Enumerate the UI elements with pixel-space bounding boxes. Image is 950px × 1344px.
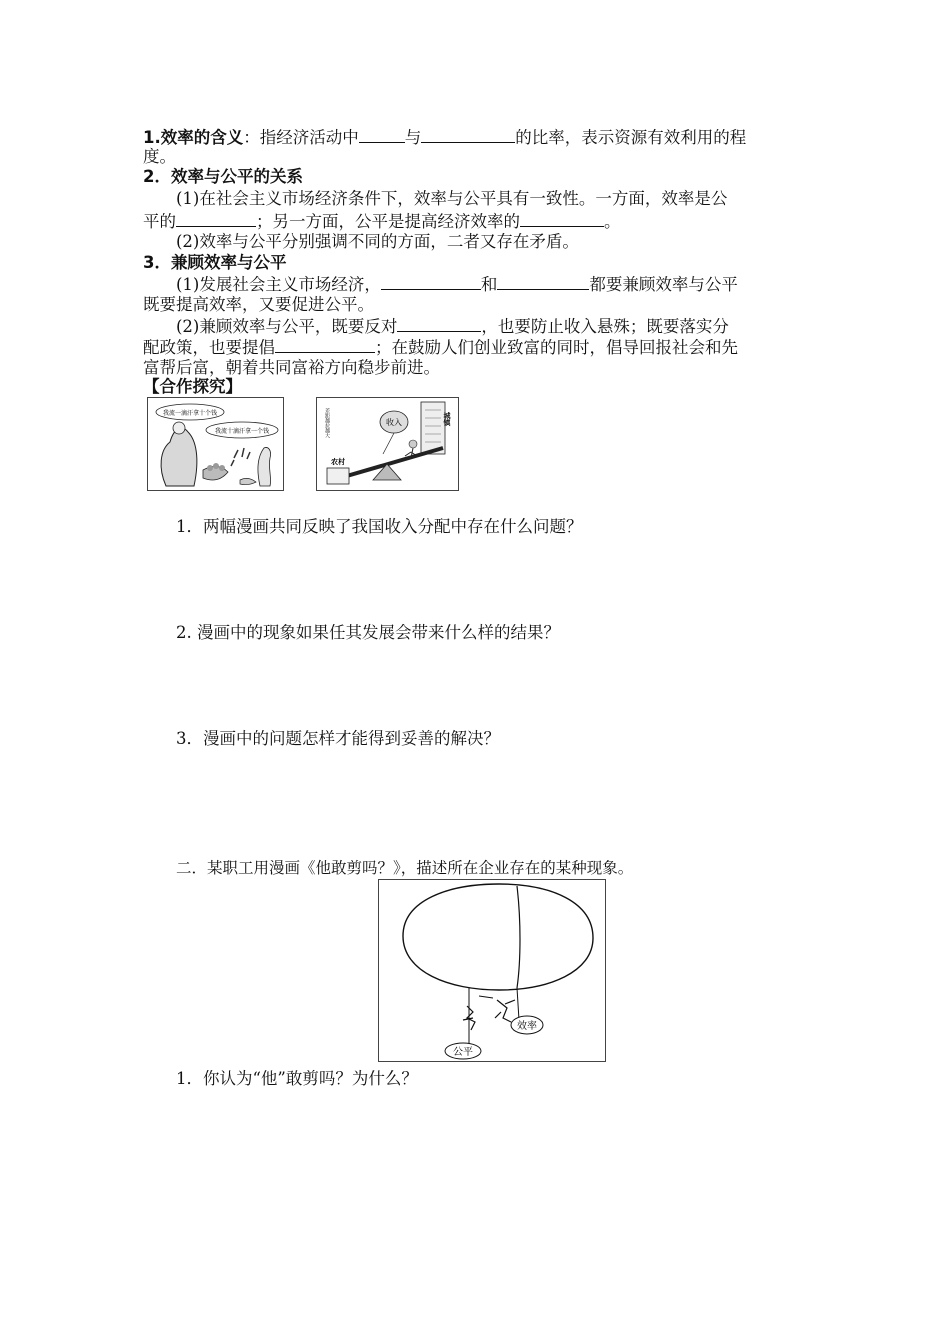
cartoon-balloon-illustration [379, 880, 605, 1061]
question-part2-1: 1．你认为“他”敢剪吗？为什么？ [176, 1069, 418, 1088]
paragraph-balance-2: (2)兼顾效率与公平，既要反对 ，也要防止收入悬殊；既要落实分 [176, 317, 729, 336]
cartoon-sweat-income [147, 397, 284, 491]
heading-balance: 3．兼顾效率与公平 [143, 253, 287, 272]
question-coop-1: 1．两幅漫画共同反映了我国收入分配中存在什么问题？ [176, 517, 583, 536]
speech-bubble-2: 我流十滴汗拿一个钱 [214, 428, 270, 435]
side-caption: 差距越拉越大 [324, 408, 330, 438]
fill-blank[interactable] [381, 273, 481, 290]
fill-blank[interactable] [176, 210, 256, 227]
paragraph-efficiency-meaning: 1.效率的含义：指经济活动中 与 的比率，表示资源有效利用的程 [143, 128, 747, 147]
label-town: 城镇 [443, 412, 451, 426]
heading-cooperative-inquiry: 【合作探究】 [143, 377, 242, 396]
heading-relation: 2．效率与公平的关系 [143, 167, 303, 186]
paragraph-continuation: 度。 [143, 147, 176, 166]
cartoon-urban-rural-gap [316, 397, 459, 491]
speech-bubble-1: 我流一滴汗拿十个钱 [162, 410, 218, 417]
fill-blank[interactable] [359, 126, 405, 143]
label-efficiency: 效率 [517, 1021, 537, 1032]
paragraph-relation-2: (2)效率与公平分别强调不同的方面，二者又存在矛盾。 [176, 232, 579, 251]
fill-blank[interactable] [421, 126, 515, 143]
label-fairness: 公平 [453, 1047, 473, 1058]
cartoon-sweat-illustration [148, 398, 283, 490]
term-efficiency-meaning: 1.效率的含义 [143, 128, 244, 147]
label-village: 农村 [331, 458, 345, 466]
paragraph-relation-1-cont: 平的 ；另一方面，公平是提高经济效率的 。 [143, 212, 621, 231]
balloon-income: 收入 [386, 418, 402, 427]
question-coop-2: 2. 漫画中的现象如果任其发展会带来什么样的结果？ [176, 623, 560, 642]
paragraph-balance-1: (1)发展社会主义市场经济， 和 都要兼顾效率与公平 [176, 275, 738, 294]
cartoon-seesaw-illustration [317, 398, 458, 490]
fill-blank[interactable] [520, 210, 604, 227]
paragraph-balance-1-cont: 既要提高效率，又要促进公平。 [143, 295, 374, 314]
fill-blank[interactable] [497, 273, 589, 290]
part2-intro: 二．某职工用漫画《他敢剪吗？》，描述所在企业存在的某种现象。 [176, 859, 634, 877]
paragraph-balance-2-cont: 配政策，也要提倡 ；在鼓励人们创业致富的同时，倡导回报社会和先 [143, 338, 738, 357]
fill-blank[interactable] [397, 315, 481, 332]
cartoon-dare-to-cut [378, 879, 606, 1062]
paragraph-relation-1: (1)在社会主义市场经济条件下，效率与公平具有一致性。一方面，效率是公 [176, 189, 728, 208]
paragraph-balance-2-cont2: 富帮后富，朝着共同富裕方向稳步前进。 [143, 358, 440, 377]
question-coop-3: 3．漫画中的问题怎样才能得到妥善的解决？ [176, 729, 500, 748]
fill-blank[interactable] [275, 336, 375, 353]
